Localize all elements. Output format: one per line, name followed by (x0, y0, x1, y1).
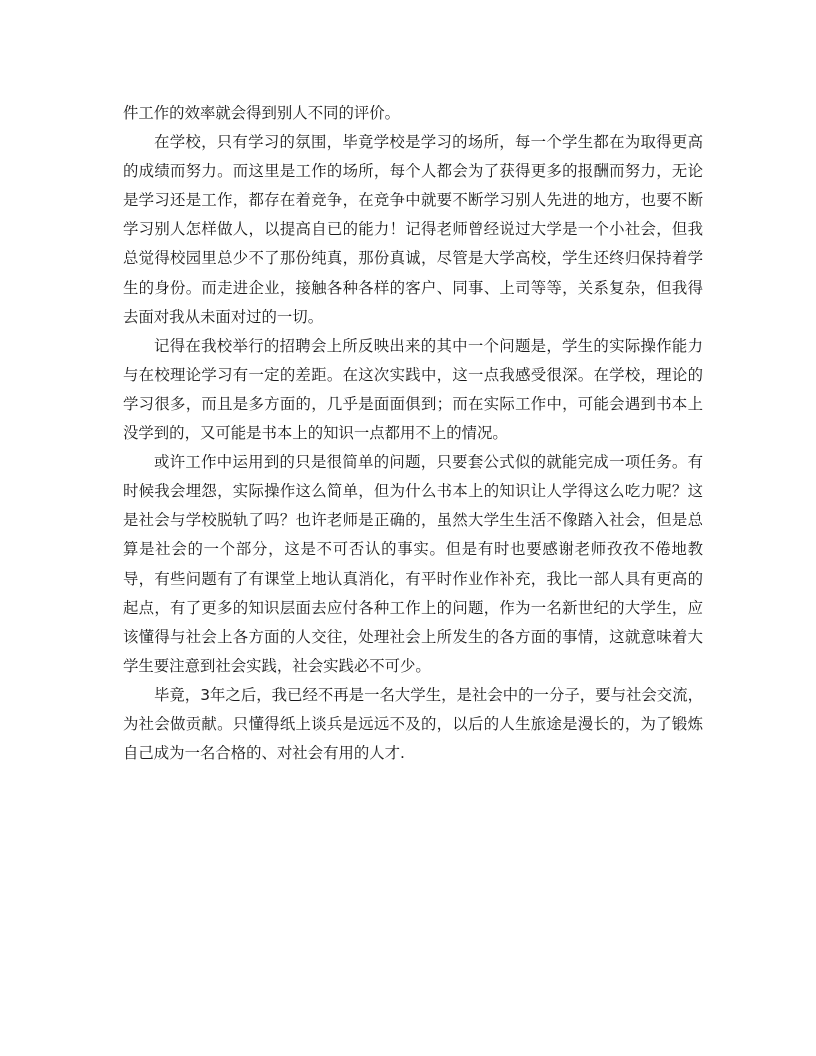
paragraph-1: 件工作的效率就会得到别人不同的评价。 (123, 104, 401, 122)
paragraph-3: 记得在我校举行的招聘会上所反映出来的其中一个问题是，学生的实际操作能力与在校理论学习有一定的差距。在这次实践中，这一点我感受很深。在学校，理论的学习很多，而且是多方面的，几乎是面面俱到；而在实际工作中，可能会遇到书本上没学到的，又可能是书本上的知识一点都用不上的情况。 (123, 336, 703, 443)
paragraph-2: 在学校，只有学习的氛围，毕竟学校是学习的场所，每一个学生都在为取得更高的成绩而努力。而这里是工作的场所，每个人都会为了获得更多的报酬而努力，无论是学习还是工作，都存在着竞争，在竞争中就要不断学习别人先进的地方，也要不断学习别人怎样做人，以提高自已的能力！记得老师曾经说过大学是一个小社会，但我总觉得校园里总少不了那份纯真，那份真诚，尽管是大学高校，学生还终归保持着学生的身份。而走进企业，接触各种各样的客户、同事、上司等等，关系复杂，但我得去面对我从未面对过的一切。 (123, 133, 703, 326)
document-body (123, 99, 703, 768)
paragraph-4: 或许工作中运用到的只是很简单的问题，只要套公式似的就能完成一项任务。有时候我会埋怨，实际操作这么简单，但为什么书本上的知识让人学得这么吃力呢？这是社会与学校脱轨了吗？也许老师是正确的，虽然大学生生活不像踏入社会，但是总算是社会的一个部分，这是不可否认的事实。但是有时也要感谢老师孜孜不倦地教导，有些问题有了有课堂上地认真消化，有平时作业作补充，我比一部人具有更高的起点，有了更多的知识层面去应付各种工作上的问题，作为一名新世纪的大学生，应该懂得与社会上各方面的人交往，处理社会上所发生的各方面的事情，这就意味着大学生要注意到社会实践，社会实践必不可少。 (123, 453, 703, 675)
paragraph-5: 毕竟，3年之后，我已经不再是一名大学生，是社会中的一分子，要与社会交流，为社会做贡献。只懂得纸上谈兵是远远不及的，以后的人生旅途是漫长的，为了锻炼自己成为一名合格的、对社会有用的人才. (123, 685, 703, 763)
